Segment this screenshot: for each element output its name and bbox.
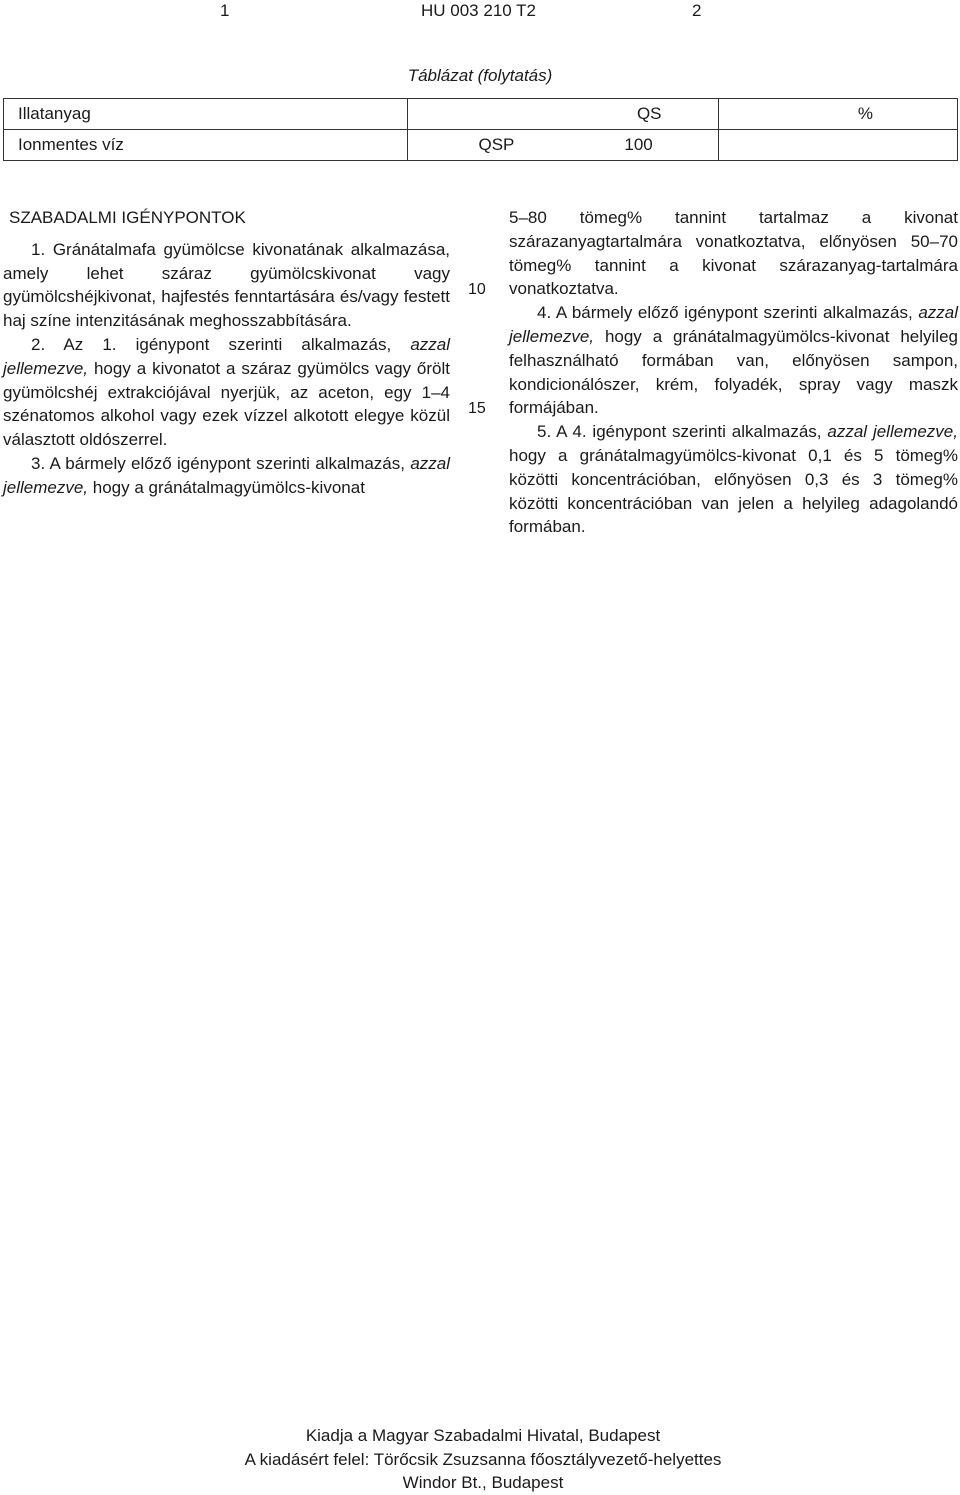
claim-4-characterized: azzal jellemezve, [509,303,958,346]
document-number: HU 003 210 T2 [421,1,536,20]
claim-3-characterized: azzal jellemezve, [3,453,450,497]
responsible-line: A kiadásért felel: Törőcsik Zsuzsanna főosztályvezető-helyettes [244,1450,722,1469]
claim-2-text-b: hogy a kivonatot a száraz gyümölcs vagy őrölt gyümölcshéj extrakciójával nyerjük, az aceton, egy 1–4 szénatomos alkohol vagy ezek vízzel alkotott elegye közül választott oldószerrel. [3,358,450,450]
claim-2-text-a: 2. Az 1. igénypont szerinti alkalmazás, [31,334,411,354]
printer-line: Windor Bt., Budapest [402,1473,564,1492]
claim-3-text-b: hogy a gránátalmagyümölcs-kivonat [88,477,365,497]
claim-2-characterized: azzal jellemezve, [3,334,450,378]
claim-4 [509,301,958,420]
line-number-15: 15 [468,400,486,417]
claim-5 [509,420,958,539]
publisher-line: Kiadja a Magyar Szabadalmi Hivatal, Budapest [305,1426,661,1445]
table-row [4,99,958,130]
qs-cell [408,130,718,161]
claim-4-text-a: 4. A bármely előző igénypont szerinti alkalmazás, [537,303,919,323]
page-number-left: 1 [220,1,230,20]
ingredient-cell: Illatanyag [4,99,408,130]
claim-5-text-a: 5. A 4. igénypont szerinti alkalmazás, [537,422,828,442]
claim-1: 1. Gránátalmafa gyümölcse kivonatának alkalmazása, amely lehet száraz gyümölcskivonat vagy gyümölcshéjkivonat, hajfestés fenntartására és/vagy festett haj színe intenzitásának meghosszabbítására. [3,239,450,331]
claim-2 [3,333,450,452]
page-header [0,0,960,24]
claim-3 [3,452,450,500]
table-caption: Táblázat (folytatás) [407,66,553,85]
percent-cell [718,130,958,161]
qs-cell [408,99,718,130]
percent-value: 100 [624,135,653,154]
percent-cell: % [718,99,958,130]
claims-right-column [509,206,958,539]
ingredient-cell: Ionmentes víz [4,130,408,161]
claims-left-column [3,206,450,500]
claim-3-text-a: 3. A bármely előző igénypont szerinti alkalmazás, [31,453,411,473]
claim-4-text-b: hogy a gránátalmagyümölcs-kivonat helyileg felhasználható formában van, előnyösen sampon, kondicionálószer, krém, folyadék, spray vagy maszk formájában. [509,326,958,418]
claims-title: SZABADALMI IGÉNYPONTOK [9,208,246,227]
qs-value: QSP [478,135,515,154]
line-number-10: 10 [468,281,486,298]
table-row [4,130,958,161]
qs-value: QS [636,104,662,123]
ingredients-table [3,98,958,161]
claim-5-text-b: hogy a gránátalmagyümölcs-kivonat 0,1 és 5 tömeg% közötti koncentrációban, előnyösen 0,3 és 3 tömeg% közötti koncentrációban van jelen a helyileg adagolandó formában. [509,445,958,537]
claim-5-characterized: azzal jellemezve, [827,422,958,442]
claim-3-continuation: 5–80 tömeg% tannint tartalmaz a kivonat szárazanyagtartalmára vonatkoztatva, előnyösen 50–70 tömeg% tannint a kivonat szárazanyag-tartalmára vonatkoztatva. [509,208,958,299]
page-number-right: 2 [692,1,702,20]
